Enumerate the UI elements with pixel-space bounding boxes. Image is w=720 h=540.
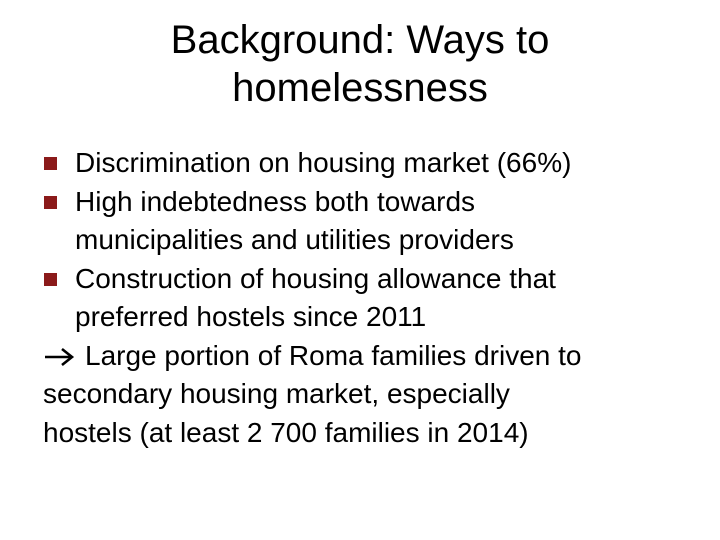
right-arrow-icon	[43, 347, 75, 367]
bullet-text: Discrimination on housing market (66%)	[75, 147, 572, 178]
slide-title	[60, 16, 660, 112]
conclusion-line-2: secondary housing market, especially	[43, 378, 510, 409]
title-line-2: homelessness	[232, 66, 488, 110]
bullet-item-indebtedness	[43, 183, 703, 260]
slide-body	[43, 144, 703, 452]
conclusion-text: Large portion of Roma families driven to	[85, 339, 582, 371]
bullet-text-continued: preferred hostels since 2011	[75, 301, 427, 332]
square-bullet-icon	[44, 273, 57, 286]
conclusion-line-3: hostels (at least 2 700 families in 2014)	[43, 416, 529, 448]
bullet-item-housing-allowance	[43, 260, 703, 337]
title-line-1: Background: Ways to	[170, 18, 550, 62]
bullet-text-continued: municipalities and utilities providers	[75, 224, 514, 255]
conclusion-item	[43, 337, 703, 453]
bullet-text: Construction of housing allowance that	[75, 262, 556, 294]
conclusion-line-1	[43, 337, 703, 376]
bullet-item-discrimination	[43, 144, 703, 183]
bullet-text: High indebtedness both towards	[75, 185, 476, 217]
square-bullet-icon	[44, 157, 57, 170]
square-bullet-icon	[44, 196, 57, 209]
